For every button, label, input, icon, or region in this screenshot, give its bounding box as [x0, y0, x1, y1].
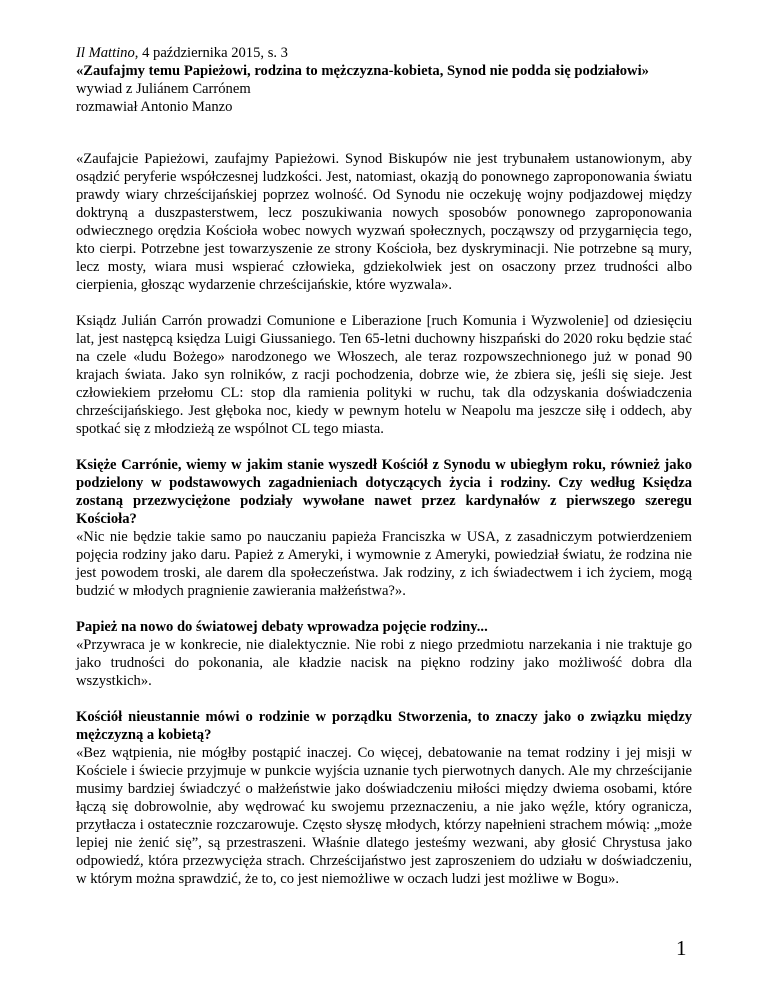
article-header	[76, 44, 692, 116]
question-1: Księże Carrónie, wiemy w jakim stanie wyszedł Kościół z Synodu w ubiegłym roku, również jako podzielony w podstawowych zagadnieniach dotyczących życia i rodziny. Czy według Księdza zostaną przezwyciężone podziały wywołane nawet przez kardynałów z pierwszego szeregu Kościoła?	[76, 457, 692, 527]
intro-paragraph: «Zaufajcie Papieżowi, zaufajmy Papieżowi. Synod Biskupów nie jest trybunałem ustanowionym, aby osądzić peryferie współczesnej ludzkości. Jest, natomiast, okazją do ponownego zaproponowania światu prawdy wiary chrześcijańskiej poprzez wolność. Od Synodu nie oczekuję wojny podjazdowej między doktryną a duszpasterstwem, lecz poszukiwania nowych sposobów ponownego zaproponowania odwiecznego orędzia Kościoła wobec nowych wyzwań społecznych, począwszy od przygarnięcia tego, kto cierpi. Potrzebne jest towarzyszenie ze strony Kościoła, bez dyskryminacji. Nie potrzebne są mury, lecz mosty, wiara musi wspierać człowieka, gdziekolwiek jest on osaczony przez trudności albo cierpienia, głosząc wydarzenie chrześcijańskie, które wyzwala».	[76, 151, 692, 293]
article-byline: rozmawiał Antonio Manzo	[76, 99, 233, 115]
page-number: 1	[676, 936, 687, 960]
source-name: Il Mattino	[76, 45, 135, 61]
article-source	[76, 44, 692, 62]
question-3: Kościół nieustannie mówi o rodzinie w porządku Stworzenia, to znaczy jako o związku między mężczyzną a kobietą?	[76, 709, 692, 743]
answer-3: «Bez wątpienia, nie mógłby postąpić inaczej. Co więcej, debatowanie na temat rodziny i jej misji w Kościele i świecie przyjmuje w punkcie wyjścia uznanie tych pierwotnych danych. Ale my chrześcijanie musimy bardziej świadczyć o małżeństwie jako doświadczeniu miłości między dwiema osobami, które łączą się dobrowolnie, aby wędrować ku swojemu przeznaczeniu, a nie jako węźle, który ogranicza, przytłacza i ostatecznie rozczarowuje. Często słyszę młodych, którzy napełnieni strachem mówią: „może lepiej nie żenić się”, są przestraszeni. Właśnie dlatego jesteśmy wezwani, aby głosić Chrystusa jako odpowiedź, która przezwycięża strach. Chrześcijaństwo jest zaproszeniem do udziału w doświadczeniu, w którym można sprawdzić, że to, co jest niemożliwe w oczach ludzi jest możliwe w Bogu».	[76, 745, 692, 887]
answer-2: «Przywraca je w konkrecie, nie dialektycznie. Nie robi z niego przedmiotu narzekania i nie traktuje go jako trudności do pokonania, ale kładzie nacisk na piękno rodziny jako możliwość dobra dla wszystkich».	[76, 637, 692, 689]
background-paragraph: Ksiądz Julián Carrón prowadzi Comunione e Liberazione [ruch Komunia i Wyzwolenie] od dziesięciu lat, jest następcą księdza Luigi Giussaniego. Ten 65-letni duchowny hiszpański do 2020 roku będzie stać na czele «ludu Bożego» narodzonego we Włoszech, ale teraz rozpowszechnionego już w ponad 90 krajach świata. Jako syn rolników, z racji pochodzenia, dobrze wie, że zbiera się, jeśli się sieje. Jest człowiekiem przełomu CL: stop dla ramienia polityki w ruchu, tak dla odzyskania doświadczenia chrześcijańskiego. Jest głęboka noc, kiedy w pewnym hotelu w Neapolu ma jeszcze siłę i oddech, aby spotkać się z młodzieżą ze wspólnot CL tego miasta.	[76, 313, 692, 437]
question-2: Papież na nowo do światowej debaty wprowadza pojęcie rodziny...	[76, 619, 488, 635]
article-title: «Zaufajmy temu Papieżowi, rodzina to mężczyzna-kobieta, Synod nie podda się podziałowi»	[76, 63, 649, 79]
article-subtitle: wywiad z Juliánem Carrónem	[76, 81, 251, 97]
document-page	[76, 44, 692, 906]
answer-1: «Nic nie będzie takie samo po nauczaniu papieża Franciszka w USA, z zasadniczym potwierdzeniem pojęcia rodziny jako daru. Papież z Ameryki, i wymownie z Ameryki, powiedział światu, że rodzina nie jest powodem troski, ale darem dla społeczeństwa. Jak rodziny, z ich świadectwem i ich życiem, mogą budzić w młodych pragnienie zawierania małżeństwa?».	[76, 529, 692, 599]
source-details: , 4 października 2015, s. 3	[134, 45, 288, 61]
